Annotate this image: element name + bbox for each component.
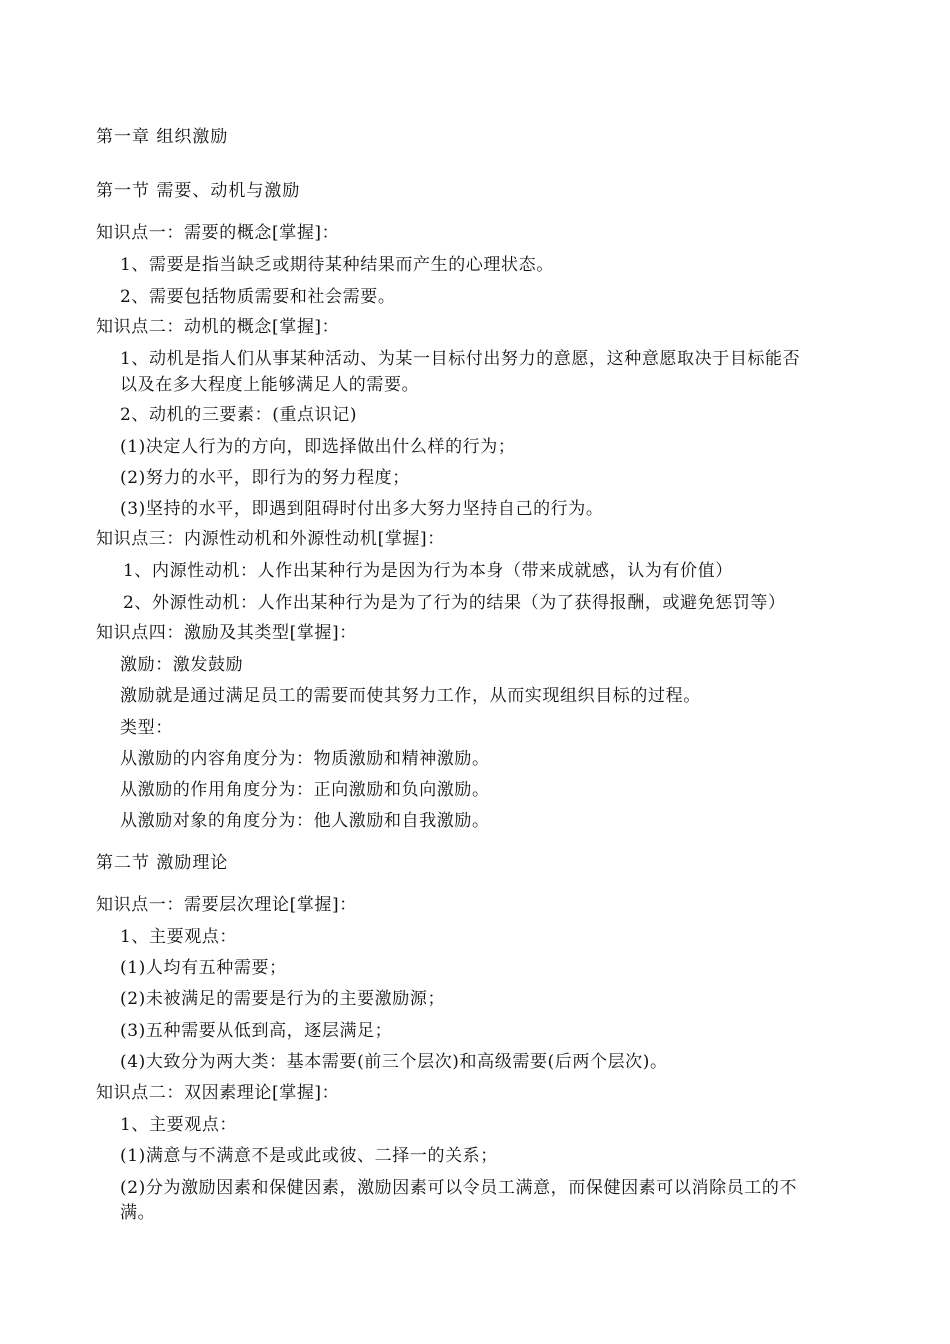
list-item: 满。 [120,1203,156,1223]
list-item: 从激励的内容角度分为：物质激励和精神激励。 [120,749,490,769]
section-title: 第一节 需要、动机与激励 [96,181,301,201]
list-item: 1、内源性动机：人作出某种行为是因为行为本身（带来成就感，认为有价值） [123,561,733,581]
list-item: (2)努力的水平，即行为的努力程度； [120,468,410,488]
list-item: (3)坚持的水平，即遇到阻碍时付出多大努力坚持自己的行为。 [120,499,604,519]
list-item: (4)大致分为两大类：基本需要(前三个层次)和高级需要(后两个层次)。 [120,1052,668,1072]
list-item: (1)满意与不满意不是或此或彼、二择一的关系； [120,1146,498,1166]
list-item: 1、主要观点： [120,927,238,947]
knowledge-point-heading: 知识点四：激励及其类型[掌握]： [96,623,357,643]
list-item: (2)分为激励因素和保健因素，激励因素可以令员工满意，而保健因素可以消除员工的不 [120,1178,798,1198]
list-item: (2)未被满足的需要是行为的主要激励源； [120,989,446,1009]
list-item: 激励：激发鼓励 [120,655,244,675]
list-item: 1、主要观点： [120,1115,238,1135]
section-title: 第二节 激励理论 [96,853,229,873]
list-item: 1、需要是指当缺乏或期待某种结果而产生的心理状态。 [120,255,554,275]
knowledge-point-heading: 知识点二：动机的概念[掌握]： [96,317,340,337]
list-item: 2、外源性动机：人作出某种行为是为了行为的结果（为了获得报酬，或避免惩罚等） [123,593,786,613]
list-item: (3)五种需要从低到高，逐层满足； [120,1021,393,1041]
list-item: (1)决定人行为的方向，即选择做出什么样的行为； [120,437,516,457]
list-item: 2、需要包括物质需要和社会需要。 [120,287,396,307]
knowledge-point-heading: 知识点一：需要层次理论[掌握]： [96,895,357,915]
list-item: 从激励对象的角度分为：他人激励和自我激励。 [120,811,490,831]
list-item: 类型： [120,718,173,738]
list-item: 激励就是通过满足员工的需要而使其努力工作，从而实现组织目标的过程。 [120,686,701,706]
list-item: (1)人均有五种需要； [120,958,287,978]
list-item: 从激励的作用角度分为：正向激励和负向激励。 [120,780,490,800]
knowledge-point-heading: 知识点一：需要的概念[掌握]： [96,223,340,243]
chapter-title: 第一章 组织激励 [96,127,229,147]
knowledge-point-heading: 知识点三：内源性动机和外源性动机[掌握]： [96,529,445,549]
list-item: 1、动机是指人们从事某种活动、为某一目标付出努力的意愿，这种意愿取决于目标能否 [120,349,801,369]
list-item: 2、动机的三要素：(重点识记) [120,405,358,425]
knowledge-point-heading: 知识点二：双因素理论[掌握]： [96,1083,340,1103]
list-item: 以及在多大程度上能够满足人的需要。 [120,375,420,395]
